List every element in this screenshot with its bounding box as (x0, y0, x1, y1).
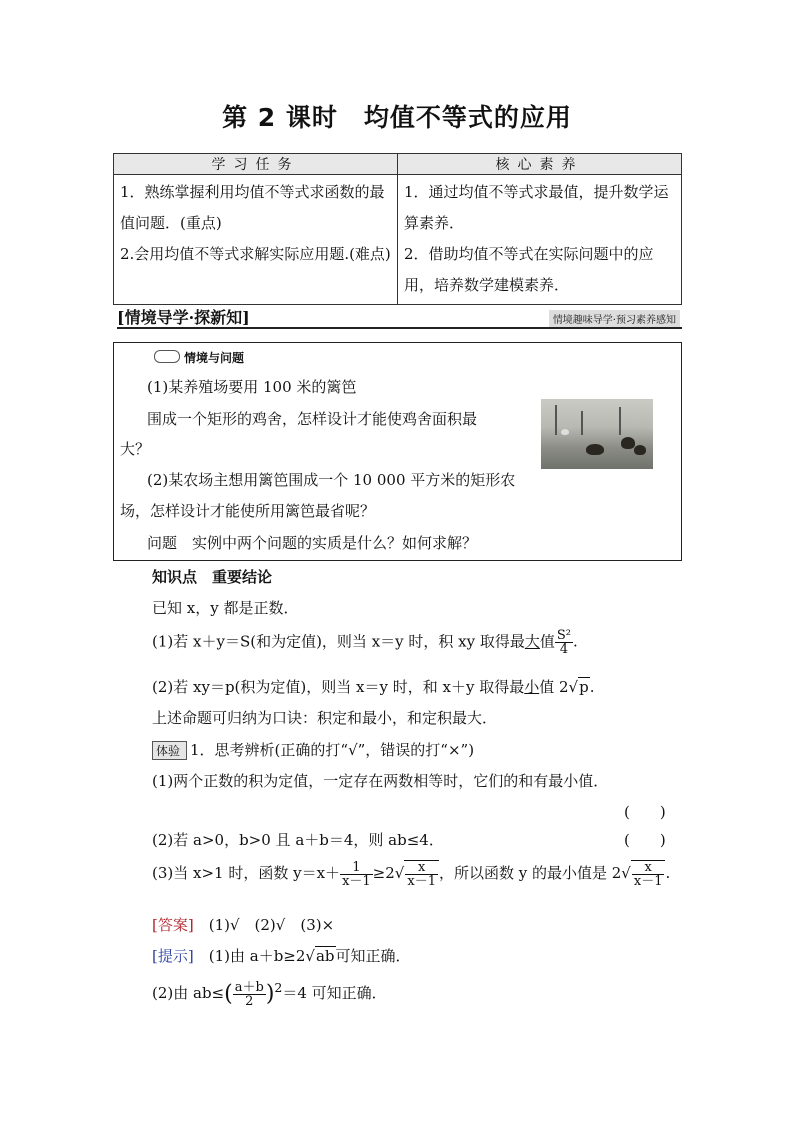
conclusion-1: (1)若 x＋y＝S(和为定值)，则当 x＝y 时，积 xy 取得最大值 $\frac{\text{S²}}{4}$ . (152, 628, 578, 657)
scenario-question: 问题 实例中两个问题的实质是什么？如何求解？ (147, 534, 478, 552)
knowledge-summary: 上述命题可归纳为口诀：积定和最小，和定积最大． (152, 709, 498, 727)
scenario-line: 围成一个矩形的鸡舍，怎样设计才能使鸡舍面积最 (147, 410, 478, 428)
exercise-q1: (1)两个正数的积为定值，一定存在两数相等时，它们的和有最小值． (152, 772, 609, 790)
answer-blank-2: ( ) (624, 831, 666, 849)
answer-line: [答案] (1)√ (2)√ (3)× (152, 916, 335, 934)
exercise-intro: 体验 1．思考辨析(正确的打“√”，错误的打“×”) (152, 739, 474, 760)
experience-tag: 体验 (152, 741, 187, 760)
learning-tasks-cell: 1．熟练掌握利用均值不等式求函数的最值问题．(重点) 2.会用均值不等式求解实际应用题.(难点) (114, 175, 398, 305)
exercise-q3: (3)当 x>1 时，函数 y＝x＋ $\frac{1}{x-1}$ ≥2√ $\frac{x}{x-1}$ ，所以函数 y 的最小值是 2√ $\frac{x}{x-1}$ . (152, 859, 671, 889)
knowledge-title: 知识点 重要结论 (152, 568, 273, 586)
hint-line-2: (2)由 ab≤( $\frac{a+b}{2}$ )$^2$＝4 可知正确． (152, 979, 387, 1009)
exercise-q2: (2)若 a>0，b>0 且 a＋b＝4，则 ab≤4． (152, 831, 444, 849)
answer-label: [答案] (152, 916, 194, 934)
knowledge-given: 已知 x，y 都是正数． (152, 599, 299, 617)
scenario-box (113, 342, 682, 561)
answer-blank-1: ( ) (624, 803, 666, 821)
section-tag: 情境趣味导学·预习素养感知 (549, 310, 680, 327)
conclusion-2: (2)若 xy＝p(积为定值)，则当 x＝y 时，和 x＋y 取得最小值 2√p. (152, 678, 595, 696)
chicken-farm-photo (541, 399, 653, 469)
scenario-icon (154, 350, 180, 363)
task-table (113, 153, 682, 305)
scenario-title: 情境与问题 (154, 349, 244, 366)
scenario-line: (1)某养殖场要用 100 米的篱笆 (147, 378, 357, 396)
scenario-line: 场，怎样设计才能使所用篱笆最省呢？ (120, 502, 376, 520)
core-literacy-cell: 1．通过均值不等式求最值，提升数学运算素养． 2．借助均值不等式在实际问题中的应用，培养数学建模素养． (398, 175, 682, 305)
scenario-line: (2)某农场主想用篱笆围成一个 10 000 平方米的矩形农 (147, 471, 516, 489)
header-core-literacy: 核心素养 (398, 154, 682, 175)
scenario-line: 大？ (120, 440, 151, 458)
page-title: 第 2 课时 均值不等式的应用 (222, 103, 572, 132)
hint-line-1: [提示] (1)由 a＋b≥2√ab可知正确． (152, 947, 411, 965)
section-header (117, 305, 682, 329)
section-label: [情境导学·探新知] (117, 308, 250, 327)
hint-label: [提示] (152, 947, 194, 965)
header-learning-tasks: 学习任务 (114, 154, 398, 175)
